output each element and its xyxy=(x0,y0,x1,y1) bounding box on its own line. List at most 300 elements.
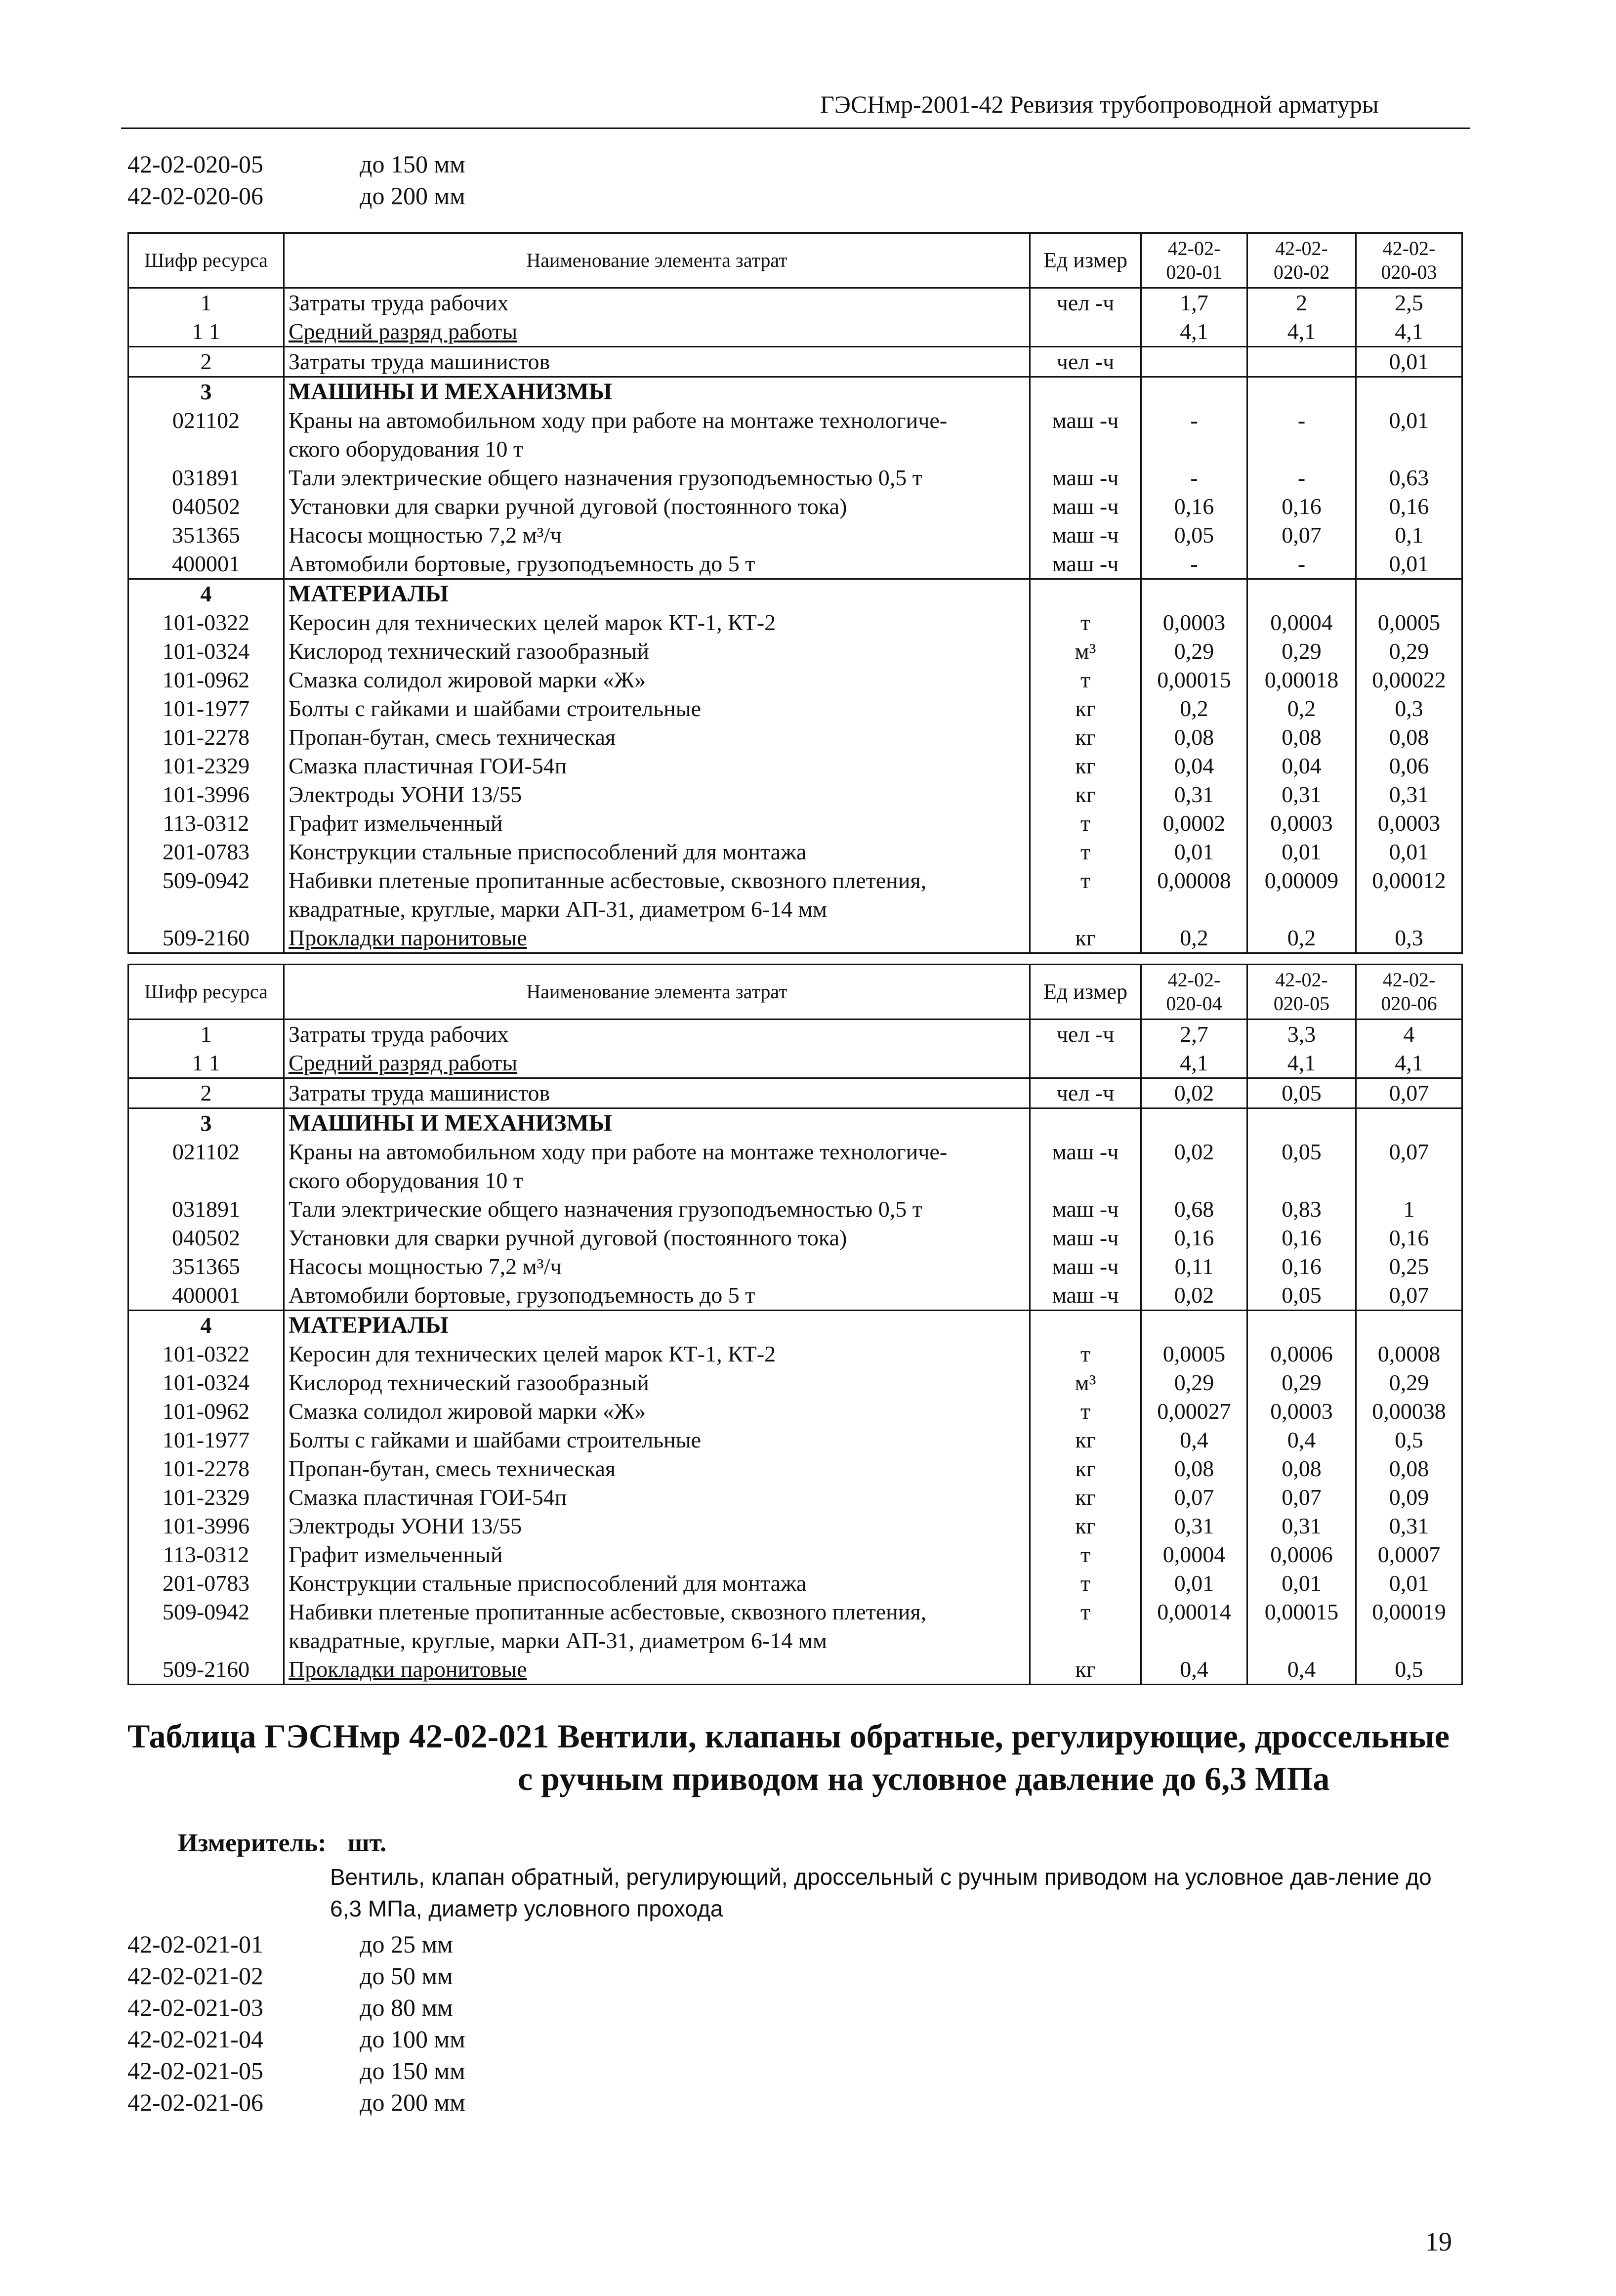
norm-code: 42-02-021-04 xyxy=(127,2025,263,2053)
resource-name xyxy=(284,924,1030,953)
norm-code: 42-02-021-05 xyxy=(127,2057,263,2084)
resource-name xyxy=(284,1281,1030,1311)
resource-name-line: Тали электрические общего назначения грузоподъемностью 0,5 т xyxy=(289,1196,922,1222)
resource-row xyxy=(128,838,1462,866)
resource-code: 1 1 xyxy=(128,1049,284,1078)
top-code-list xyxy=(127,148,465,212)
norm-value: 0,08 xyxy=(1356,723,1462,752)
norm-value: 0,05 xyxy=(1141,521,1247,550)
code-row xyxy=(127,2086,465,2118)
resource-name-line: Краны на автомобильном ходу при работе на монтаже технологиче- xyxy=(289,1139,948,1164)
norm-value: 0,0003 xyxy=(1356,809,1462,838)
resource-name xyxy=(284,694,1030,723)
resource-name-line: Смазка солидол жировой марки «Ж» xyxy=(289,1399,646,1424)
resource-code: 1 xyxy=(128,1020,284,1049)
norm-value: 0,07 xyxy=(1141,1483,1247,1512)
resource-row xyxy=(128,780,1462,809)
norm-value: 0,16 xyxy=(1141,492,1247,521)
resource-unit: чел -ч xyxy=(1030,288,1141,318)
resource-code: 113-0312 xyxy=(128,1540,284,1569)
norm-value: 0,0007 xyxy=(1356,1540,1462,1569)
resource-name xyxy=(284,1252,1030,1281)
resource-unit: чел -ч xyxy=(1030,1078,1141,1108)
col-header-code: Шифр ресурса xyxy=(128,965,284,1020)
norm-value: 0,08 xyxy=(1141,723,1247,752)
norm-value: 0,0002 xyxy=(1141,809,1247,838)
resource-code: 101-1977 xyxy=(128,694,284,723)
norm-value: 0,83 xyxy=(1247,1195,1356,1224)
resource-name-line: Графит измельченный xyxy=(289,810,503,836)
resource-name-line-2: ского оборудования 10 т xyxy=(289,436,523,462)
resource-unit: маш -ч xyxy=(1030,1195,1141,1224)
resource-unit: кг xyxy=(1030,924,1141,953)
resource-code: 351365 xyxy=(128,1252,284,1281)
norm-code: 42-02-021-03 xyxy=(127,1994,263,2021)
norm-code-description: до 200 мм xyxy=(360,2088,465,2116)
norm-value: 1 xyxy=(1356,1195,1462,1224)
resource-code: 031891 xyxy=(128,464,284,492)
resource-row xyxy=(128,1598,1462,1655)
norm-value: 4,1 xyxy=(1356,1049,1462,1078)
resource-unit xyxy=(1030,1049,1141,1078)
norm-value: 0,01 xyxy=(1141,1569,1247,1598)
section-row xyxy=(128,1108,1462,1138)
resource-name-line: Затраты труда машинистов xyxy=(289,349,550,374)
norm-value: 0,4 xyxy=(1141,1426,1247,1454)
resource-code: 509-0942 xyxy=(128,1598,284,1655)
norm-value: 4,1 xyxy=(1141,1049,1247,1078)
norm-value: 0,00008 xyxy=(1141,866,1247,924)
resource-unit xyxy=(1030,1311,1141,1340)
norm-value xyxy=(1247,579,1356,609)
resource-code: 4 xyxy=(128,579,284,609)
norm-value: 0,68 xyxy=(1141,1195,1247,1224)
resource-unit: т xyxy=(1030,608,1141,637)
resource-code: 3 xyxy=(128,1108,284,1138)
header-rule xyxy=(121,128,1470,129)
resource-name-line: Конструкции стальные приспособлений для монтажа xyxy=(289,1571,807,1596)
norm-value: - xyxy=(1247,550,1356,579)
resource-unit: м³ xyxy=(1030,1368,1141,1397)
resource-code: 351365 xyxy=(128,521,284,550)
norms-table-2-body xyxy=(128,1020,1462,1685)
norm-value: 0,29 xyxy=(1356,1368,1462,1397)
norm-code: 42-02-021-01 xyxy=(127,1930,263,1958)
resource-row xyxy=(128,1426,1462,1454)
table-title-line-2: с ручным приводом на условное давление до 6,3 МПа xyxy=(518,1760,1330,1797)
resource-unit xyxy=(1030,317,1141,347)
norm-value xyxy=(1141,377,1247,407)
norm-value xyxy=(1356,1108,1462,1138)
resource-unit: т xyxy=(1030,866,1141,924)
norm-value: 0,16 xyxy=(1356,1224,1462,1252)
resource-name xyxy=(284,809,1030,838)
norm-code: 42-02-020-05 xyxy=(127,150,263,178)
resource-name xyxy=(284,550,1030,579)
resource-name-line: МАТЕРИАЛЫ xyxy=(289,1312,449,1338)
col-header-name: Наименование элемента затрат xyxy=(284,965,1030,1020)
norm-value: 0,05 xyxy=(1247,1138,1356,1195)
resource-code: 1 1 xyxy=(128,317,284,347)
resource-unit: маш -ч xyxy=(1030,1281,1141,1311)
resource-name-line: Насосы мощностью 7,2 м³/ч xyxy=(289,1254,562,1279)
norm-value: 0,09 xyxy=(1356,1483,1462,1512)
resource-row xyxy=(128,1512,1462,1540)
norm-value: 0,2 xyxy=(1247,694,1356,723)
resource-unit: кг xyxy=(1030,1483,1141,1512)
norm-value: 0,05 xyxy=(1247,1078,1356,1108)
resource-unit: маш -ч xyxy=(1030,1252,1141,1281)
resource-code: 101-0962 xyxy=(128,666,284,694)
norm-value xyxy=(1141,347,1247,377)
resource-unit: маш -ч xyxy=(1030,492,1141,521)
resource-name xyxy=(284,579,1030,609)
norm-code-description: до 100 мм xyxy=(360,2025,465,2053)
norm-value: 0,0005 xyxy=(1356,608,1462,637)
resource-code: 040502 xyxy=(128,492,284,521)
resource-name-line: Средний разряд работы xyxy=(289,319,518,344)
resource-name-line: Кислород технический газообразный xyxy=(289,638,649,664)
resource-name-line: Прокладки паронитовые xyxy=(289,925,527,950)
norm-value: 0,0006 xyxy=(1247,1340,1356,1368)
resource-name-line: Набивки плетеные пропитанные асбестовые, сквозного плетения, xyxy=(289,868,927,893)
norm-value: - xyxy=(1141,464,1247,492)
resource-row xyxy=(128,521,1462,550)
resource-unit: чел -ч xyxy=(1030,347,1141,377)
section-row xyxy=(128,1311,1462,1340)
norm-value: 0,2 xyxy=(1141,924,1247,953)
resource-name-line: Графит измельченный xyxy=(289,1542,503,1567)
norm-code-description: до 150 мм xyxy=(360,2057,465,2084)
norm-code: 42-02-020-06 xyxy=(127,182,263,210)
norm-value: 0,0006 xyxy=(1247,1540,1356,1569)
bottom-code-list xyxy=(127,1928,465,2118)
col-header-norm: 42-02- 020-01 xyxy=(1141,233,1247,288)
resource-row xyxy=(128,1454,1462,1483)
resource-name-line: Пропан-бутан, смесь техническая xyxy=(289,724,616,750)
resource-name xyxy=(284,1020,1030,1049)
resource-code: 1 xyxy=(128,288,284,318)
resource-code: 101-2278 xyxy=(128,723,284,752)
resource-name xyxy=(284,608,1030,637)
norm-value: 4,1 xyxy=(1247,317,1356,347)
resource-name-line: Набивки плетеные пропитанные асбестовые, сквозного плетения, xyxy=(289,1599,927,1624)
resource-name-line: МАШИНЫ И МЕХАНИЗМЫ xyxy=(289,1110,612,1136)
resource-name xyxy=(284,1108,1030,1138)
resource-code: 101-2329 xyxy=(128,752,284,780)
resource-name xyxy=(284,492,1030,521)
norm-value: 0,5 xyxy=(1356,1426,1462,1454)
resource-row xyxy=(128,723,1462,752)
resource-row xyxy=(128,924,1462,953)
norm-value xyxy=(1141,579,1247,609)
code-row xyxy=(127,1960,465,1992)
resource-name-line: Краны на автомобильном ходу при работе на монтаже технологиче- xyxy=(289,408,948,433)
resource-code: 201-0783 xyxy=(128,1569,284,1598)
resource-name-line: Кислород технический газообразный xyxy=(289,1370,649,1395)
norm-value: 3,3 xyxy=(1247,1020,1356,1049)
norm-value: 0,31 xyxy=(1247,1512,1356,1540)
norm-value: 0,31 xyxy=(1356,1512,1462,1540)
page-header: ГЭСНмр-2001-42 Ревизия трубопроводной арматуры xyxy=(820,90,1379,118)
resource-unit: кг xyxy=(1030,752,1141,780)
resource-unit: чел -ч xyxy=(1030,1020,1141,1049)
code-row xyxy=(127,180,465,212)
resource-code: 021102 xyxy=(128,1138,284,1195)
norm-value: 4,1 xyxy=(1141,317,1247,347)
norm-value: 0,16 xyxy=(1247,492,1356,521)
norm-value: 0,16 xyxy=(1247,1252,1356,1281)
resource-code: 509-2160 xyxy=(128,1655,284,1685)
col-header-name: Наименование элемента затрат xyxy=(284,233,1030,288)
section-row xyxy=(128,377,1462,407)
resource-name xyxy=(284,1224,1030,1252)
resource-name-line: Затраты труда машинистов xyxy=(289,1080,550,1105)
norm-value: 0,3 xyxy=(1356,924,1462,953)
norm-value: 0,25 xyxy=(1356,1252,1462,1281)
norm-value: 0,01 xyxy=(1356,838,1462,866)
norm-value: 0,00019 xyxy=(1356,1598,1462,1655)
norm-value: 0,16 xyxy=(1247,1224,1356,1252)
norm-value: 0,01 xyxy=(1356,347,1462,377)
resource-code: 040502 xyxy=(128,1224,284,1252)
norm-value: 0,00022 xyxy=(1356,666,1462,694)
resource-name xyxy=(284,521,1030,550)
resource-unit: м³ xyxy=(1030,637,1141,666)
norm-value xyxy=(1356,377,1462,407)
resource-name-line: Установки для сварки ручной дуговой (постоянного тока) xyxy=(289,1225,847,1250)
resource-name xyxy=(284,1368,1030,1397)
norm-value xyxy=(1356,579,1462,609)
resource-row xyxy=(128,1252,1462,1281)
resource-name xyxy=(284,637,1030,666)
resource-code: 400001 xyxy=(128,1281,284,1311)
norm-value: 0,31 xyxy=(1247,780,1356,809)
norms-table-2 xyxy=(127,964,1463,1685)
norm-value: 0,01 xyxy=(1356,1569,1462,1598)
resource-name xyxy=(284,666,1030,694)
resource-code: 101-3996 xyxy=(128,1512,284,1540)
resource-unit xyxy=(1030,579,1141,609)
norm-value: 0,0004 xyxy=(1141,1540,1247,1569)
resource-name-line: Конструкции стальные приспособлений для монтажа xyxy=(289,839,807,864)
resource-row xyxy=(128,492,1462,521)
resource-row xyxy=(128,1397,1462,1426)
norm-value: 0,29 xyxy=(1247,637,1356,666)
resource-name xyxy=(284,752,1030,780)
resource-name-line: Болты с гайками и шайбами строительные xyxy=(289,1427,702,1452)
resource-row xyxy=(128,752,1462,780)
resource-unit: кг xyxy=(1030,1454,1141,1483)
resource-unit: маш -ч xyxy=(1030,550,1141,579)
resource-unit: маш -ч xyxy=(1030,464,1141,492)
resource-name-line: Затраты труда рабочих xyxy=(289,290,509,315)
norm-value: 0,0003 xyxy=(1141,608,1247,637)
norm-code: 42-02-021-06 xyxy=(127,2088,263,2116)
resource-code: 021102 xyxy=(128,406,284,464)
resource-row xyxy=(128,347,1462,377)
col-header-norm: 42-02- 020-04 xyxy=(1141,965,1247,1020)
norm-value: 4,1 xyxy=(1247,1049,1356,1078)
norm-value xyxy=(1247,347,1356,377)
norm-value: - xyxy=(1247,464,1356,492)
resource-code: 2 xyxy=(128,1078,284,1108)
resource-name-line: Смазка солидол жировой марки «Ж» xyxy=(289,667,646,692)
resource-row xyxy=(128,608,1462,637)
norm-value: 0,29 xyxy=(1247,1368,1356,1397)
resource-name-line: Затраты труда рабочих xyxy=(289,1021,509,1047)
norm-value: 0,11 xyxy=(1141,1252,1247,1281)
norm-value: 0,00014 xyxy=(1141,1598,1247,1655)
norm-value: - xyxy=(1247,406,1356,464)
resource-name-line: Смазка пластичная ГОИ-54п xyxy=(289,1485,567,1510)
measure-value: шт. xyxy=(347,1829,387,1857)
resource-code: 101-0322 xyxy=(128,1340,284,1368)
resource-name xyxy=(284,1311,1030,1340)
resource-unit: т xyxy=(1030,1397,1141,1426)
resource-name-line: Тали электрические общего назначения грузоподъемностью 0,5 т xyxy=(289,465,922,490)
resource-name xyxy=(284,1569,1030,1598)
resource-code: 101-3996 xyxy=(128,780,284,809)
norm-value: 0,29 xyxy=(1141,637,1247,666)
norm-value: 1,7 xyxy=(1141,288,1247,318)
resource-unit: т xyxy=(1030,1540,1141,1569)
measure-unit xyxy=(178,1828,386,1858)
resource-code: 101-0962 xyxy=(128,1397,284,1426)
resource-name xyxy=(284,1078,1030,1108)
resource-code: 031891 xyxy=(128,1195,284,1224)
resource-name xyxy=(284,838,1030,866)
norm-value: 0,2 xyxy=(1141,694,1247,723)
norm-value: 0,00018 xyxy=(1247,666,1356,694)
resource-name xyxy=(284,1454,1030,1483)
norm-value: 0,00038 xyxy=(1356,1397,1462,1426)
resource-unit: кг xyxy=(1030,1426,1141,1454)
resource-unit: т xyxy=(1030,838,1141,866)
resource-row xyxy=(128,1224,1462,1252)
norm-value: 2,5 xyxy=(1356,288,1462,318)
resource-name-line: МАТЕРИАЛЫ xyxy=(289,581,449,607)
norm-value: 0,31 xyxy=(1141,780,1247,809)
resource-name xyxy=(284,1483,1030,1512)
resource-name xyxy=(284,1655,1030,1685)
resource-name xyxy=(284,406,1030,464)
norm-value: 4,1 xyxy=(1356,317,1462,347)
norms-table-1-body xyxy=(128,288,1462,953)
resource-code: 101-0322 xyxy=(128,608,284,637)
resource-row xyxy=(128,1340,1462,1368)
norm-code-description: до 50 мм xyxy=(360,1962,453,1990)
norm-value: 2 xyxy=(1247,288,1356,318)
norm-value: 0,01 xyxy=(1356,550,1462,579)
resource-name xyxy=(284,317,1030,347)
resource-code: 113-0312 xyxy=(128,809,284,838)
resource-unit: кг xyxy=(1030,1512,1141,1540)
resource-unit: кг xyxy=(1030,780,1141,809)
resource-name xyxy=(284,866,1030,924)
resource-row xyxy=(128,1195,1462,1224)
norm-code-description: до 80 мм xyxy=(360,1994,453,2021)
resource-code: 101-1977 xyxy=(128,1426,284,1454)
norm-value xyxy=(1247,1108,1356,1138)
work-description: Вентиль, клапан обратный, регулирующий, дроссельный с ручным приводом на условное дав-ление до 6,3 МПа, диаметр условного прохода xyxy=(330,1864,1432,1921)
norm-value: 0,00027 xyxy=(1141,1397,1247,1426)
resource-row xyxy=(128,1281,1462,1311)
norm-value: 0,63 xyxy=(1356,464,1462,492)
norm-value: 0,31 xyxy=(1141,1512,1247,1540)
col-header-norm: 42-02- 020-06 xyxy=(1356,965,1462,1020)
norm-value: 0,04 xyxy=(1141,752,1247,780)
resource-unit: т xyxy=(1030,809,1141,838)
resource-name xyxy=(284,1540,1030,1569)
norm-value: 0,16 xyxy=(1356,492,1462,521)
resource-row xyxy=(128,1020,1462,1049)
norm-value: 0,07 xyxy=(1247,1483,1356,1512)
norm-value xyxy=(1356,1311,1462,1340)
resource-name-line-2: квадратные, круглые, марки АП-31, диаметром 6-14 мм xyxy=(289,896,827,922)
resource-name-line: МАШИНЫ И МЕХАНИЗМЫ xyxy=(289,379,612,405)
norm-value: 0,02 xyxy=(1141,1281,1247,1311)
norm-value: 0,3 xyxy=(1356,694,1462,723)
resource-unit: кг xyxy=(1030,723,1141,752)
norm-value: 0,31 xyxy=(1356,780,1462,809)
norm-value: 0,07 xyxy=(1247,521,1356,550)
resource-unit: маш -ч xyxy=(1030,1138,1141,1195)
resource-code: 101-0324 xyxy=(128,1368,284,1397)
resource-row xyxy=(128,1540,1462,1569)
resource-unit: т xyxy=(1030,1340,1141,1368)
resource-row xyxy=(128,694,1462,723)
norm-value: 0,04 xyxy=(1247,752,1356,780)
norm-value: 0,06 xyxy=(1356,752,1462,780)
resource-code: 201-0783 xyxy=(128,838,284,866)
resource-unit: т xyxy=(1030,1569,1141,1598)
norm-value: 0,5 xyxy=(1356,1655,1462,1685)
resource-row xyxy=(128,666,1462,694)
col-header-norm: 42-02- 020-05 xyxy=(1247,965,1356,1020)
resource-row xyxy=(128,406,1462,464)
norm-value: 4 xyxy=(1356,1020,1462,1049)
resource-row xyxy=(128,317,1462,347)
resource-name xyxy=(284,377,1030,407)
resource-unit xyxy=(1030,1108,1141,1138)
norm-value: 0,0003 xyxy=(1247,809,1356,838)
resource-row xyxy=(128,866,1462,924)
norm-value: 0,00015 xyxy=(1141,666,1247,694)
resource-name-line: Керосин для технических целей марок КТ-1, КТ-2 xyxy=(289,1341,776,1366)
resource-name-line-2: квадратные, круглые, марки АП-31, диаметром 6-14 мм xyxy=(289,1628,827,1653)
norm-code: 42-02-021-02 xyxy=(127,1962,263,1990)
col-header-norm: 42-02- 020-03 xyxy=(1356,233,1462,288)
resource-name xyxy=(284,1340,1030,1368)
norm-value: 0,08 xyxy=(1356,1454,1462,1483)
section-row xyxy=(128,579,1462,609)
norm-code-description: до 200 мм xyxy=(360,182,465,210)
norm-value: 0,29 xyxy=(1356,637,1462,666)
resource-name xyxy=(284,780,1030,809)
norm-value: 0,29 xyxy=(1141,1368,1247,1397)
resource-row xyxy=(128,1368,1462,1397)
norm-value: 0,4 xyxy=(1247,1655,1356,1685)
norm-value: 0,02 xyxy=(1141,1078,1247,1108)
resource-name xyxy=(284,1397,1030,1426)
resource-unit: маш -ч xyxy=(1030,1224,1141,1252)
resource-code: 4 xyxy=(128,1311,284,1340)
norm-value: 0,01 xyxy=(1141,838,1247,866)
resource-name-line: Насосы мощностью 7,2 м³/ч xyxy=(289,522,562,548)
norm-code-description: до 150 мм xyxy=(360,150,465,178)
code-row xyxy=(127,148,465,180)
